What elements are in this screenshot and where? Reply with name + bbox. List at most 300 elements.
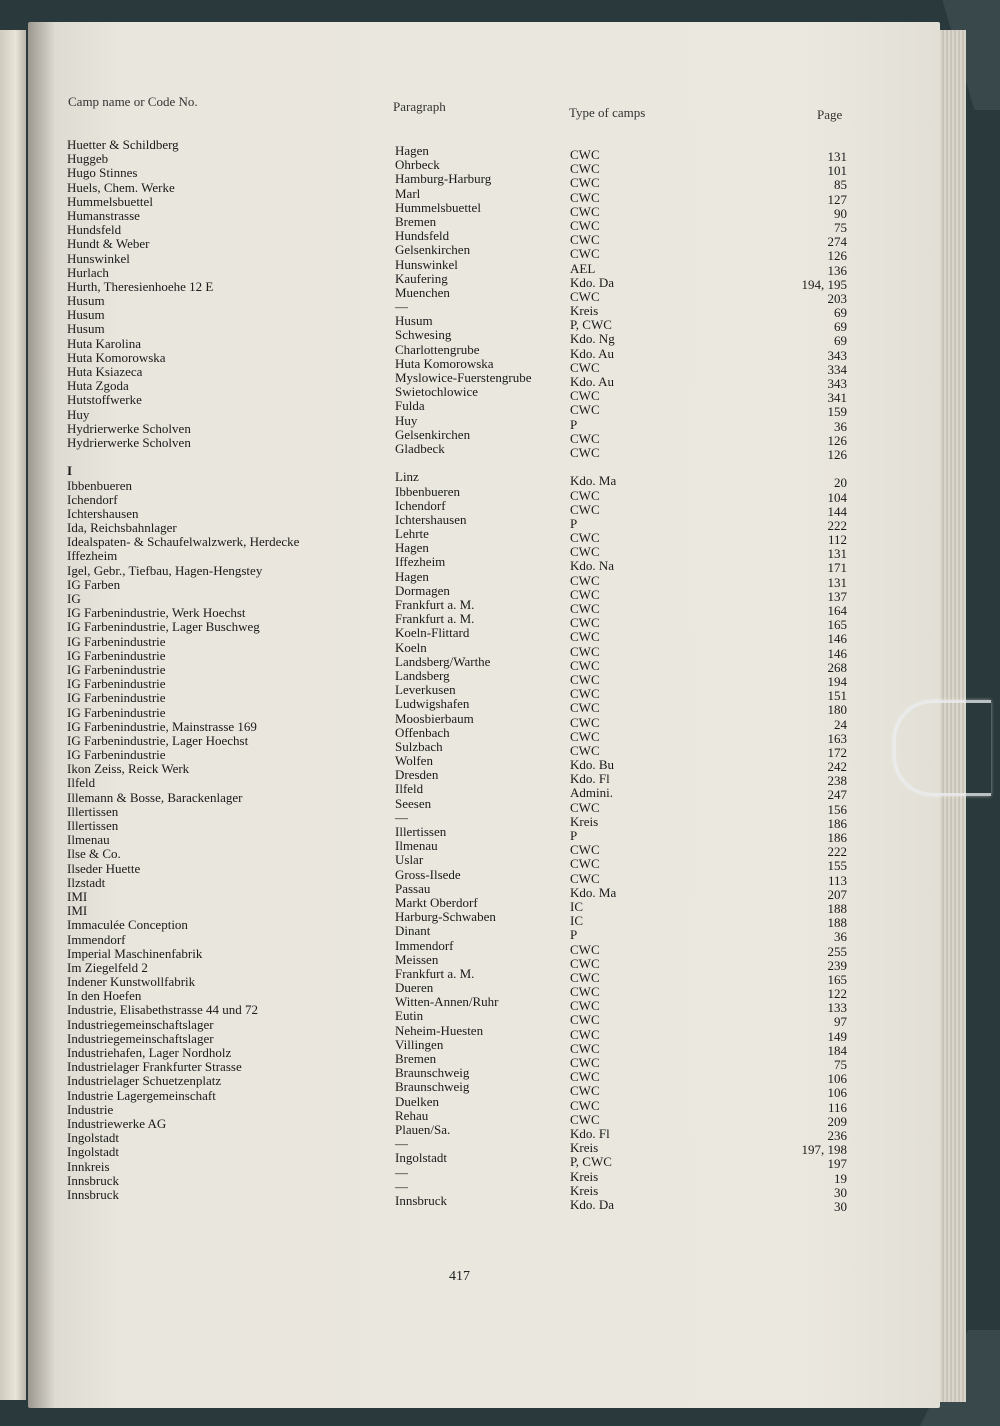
entry-page: 75	[834, 219, 847, 235]
entry-type: IC	[570, 913, 583, 929]
entry-type: CWC	[570, 799, 600, 815]
entry-type: CWC	[570, 402, 600, 418]
entry-type: CWC	[570, 1069, 600, 1085]
entry-page: 101	[827, 163, 847, 179]
entry-camp-name: Husum	[67, 321, 105, 337]
entry-camp-name: Huels, Chem. Werke	[67, 179, 175, 195]
entry-paragraph: Offenbach	[395, 724, 450, 740]
entry-paragraph: Koeln	[395, 639, 427, 655]
entry-type: CWC	[570, 217, 600, 233]
entry-type: Kdo. Ma	[570, 473, 617, 489]
entry-camp-name: Huggeb	[67, 151, 109, 167]
entry-paragraph: Hunswinkel	[395, 256, 458, 272]
entry-page: 343	[827, 376, 847, 391]
entry-page: 222	[827, 517, 847, 533]
entry-type: CWC	[570, 544, 600, 560]
entry-camp-name: IG	[67, 591, 81, 606]
entry-page: 343	[827, 347, 847, 363]
entry-type: CWC	[570, 1012, 600, 1028]
entry-paragraph: Hagen	[395, 568, 429, 584]
entry-paragraph: Eutin	[395, 1008, 424, 1024]
entry-paragraph: Ingolstadt	[395, 1150, 447, 1166]
entry-page: 165	[827, 971, 847, 987]
entry-type: CWC	[570, 1111, 600, 1127]
entry-type: CWC	[570, 530, 600, 546]
entry-camp-name: Husum	[67, 307, 105, 323]
entry-camp-name: Im Ziegelfeld 2	[67, 959, 148, 975]
entry-page: 144	[827, 503, 847, 519]
entry-camp-name: Huta Karolina	[67, 335, 142, 351]
entry-camp-name: Hutstoffwerke	[67, 392, 142, 408]
entry-type: CWC	[570, 984, 600, 1000]
entry-camp-name: Humanstrasse	[67, 207, 140, 223]
entry-camp-name: Industriegemeinschaftslager	[67, 1016, 214, 1032]
entry-page: 165	[827, 617, 847, 633]
entry-type: CWC	[570, 856, 600, 872]
entry-type: CWC	[570, 714, 600, 730]
entry-paragraph: Dresden	[395, 767, 439, 783]
entry-page: 268	[827, 659, 847, 675]
entry-camp-name: IG Farbenindustrie	[67, 647, 166, 663]
entry-page: 137	[827, 588, 847, 604]
entry-page: 151	[827, 688, 847, 704]
entry-paragraph: Ilfeld	[395, 781, 424, 797]
entry-camp-name: Husum	[67, 293, 105, 309]
entry-type: CWC	[570, 147, 600, 162]
entry-type: P, CWC	[570, 1154, 612, 1170]
entry-type: CWC	[570, 572, 600, 588]
entry-camp-name: Igel, Gebr., Tiefbau, Hagen-Hengstey	[67, 562, 263, 578]
entry-camp-name: Industrie Lagergemeinschaft	[67, 1087, 216, 1103]
entry-paragraph: Husum	[395, 313, 433, 329]
entry-paragraph: Ibbenbueren	[395, 483, 460, 499]
entry-paragraph: Sulzbach	[395, 738, 443, 754]
entry-page: 36	[834, 929, 847, 945]
entry-type: CWC	[570, 615, 600, 631]
entry-paragraph: Passau	[395, 880, 431, 896]
entry-paragraph: Koeln-Flittard	[395, 625, 470, 641]
entry-paragraph: Bremen	[395, 213, 437, 229]
entry-type: Kreis	[570, 1182, 599, 1198]
entry-type: CWC	[570, 601, 600, 616]
entry-page: 69	[834, 333, 847, 349]
entry-paragraph: Innsbruck	[395, 1192, 447, 1208]
entry-type: Kdo. Fl	[570, 1125, 610, 1141]
entry-page: 146	[827, 631, 847, 647]
entry-paragraph: Huta Komorowska	[395, 355, 494, 371]
entry-page: 146	[827, 645, 847, 661]
entry-type: CWC	[570, 955, 600, 971]
header-paragraph: Paragraph	[393, 99, 446, 114]
entry-type: CWC	[570, 246, 600, 262]
entry-paragraph: —	[395, 809, 408, 825]
entry-page: 20	[834, 475, 847, 491]
entry-page: 30	[834, 1184, 847, 1200]
entry-camp-name: Ida, Reichsbahnlager	[67, 520, 177, 536]
entry-page: 122	[827, 986, 847, 1002]
entry-type: IC	[570, 898, 583, 914]
entry-page: 136	[827, 262, 847, 278]
entry-camp-name: Ingolstadt	[67, 1130, 119, 1146]
entry-page: 104	[827, 489, 847, 505]
entry-type: Kdo. Au	[570, 374, 615, 389]
entry-paragraph: Lehrte	[395, 526, 429, 542]
entry-type: P	[570, 416, 578, 432]
entry-type: CWC	[570, 161, 600, 177]
entry-page: 180	[827, 702, 847, 718]
entry-paragraph: Leverkusen	[395, 682, 456, 698]
entry-paragraph: Gelsenkirchen	[395, 426, 471, 442]
entry-page: 90	[834, 205, 847, 221]
entry-camp-name: IG Farbenindustrie	[67, 661, 166, 677]
entry-camp-name: Imperial Maschinenfabrik	[67, 945, 203, 961]
entry-type: CWC	[570, 175, 600, 191]
entry-paragraph: Immendorf	[395, 937, 454, 953]
entry-camp-name: Illertissen	[67, 818, 119, 833]
header-camp-name: Camp name or Code No.	[68, 94, 198, 109]
entry-camp-name: Ikon Zeiss, Reick Werk	[67, 761, 190, 777]
entry-type: CWC	[570, 671, 600, 687]
entry-paragraph: Landsberg/Warthe	[395, 653, 491, 669]
entry-paragraph: Moosbierbaum	[395, 710, 474, 726]
entry-paragraph: Marl	[395, 185, 421, 201]
page-number: 417	[449, 1269, 470, 1284]
entry-page: 75	[834, 1057, 847, 1072]
entry-paragraph: Seesen	[395, 795, 432, 811]
entry-page: 69	[834, 319, 847, 335]
entry-camp-name: Hurth, Theresienhoehe 12 E	[67, 278, 214, 294]
entry-camp-name: Ingolstadt	[67, 1144, 119, 1160]
entry-type: CWC	[570, 203, 600, 219]
entry-camp-name: Iffezheim	[67, 548, 118, 564]
entry-type: AEL	[570, 260, 596, 276]
entry-camp-name: IG Farbenindustrie	[67, 633, 166, 649]
entry-paragraph: Landsberg	[395, 667, 450, 683]
entry-type: Kreis	[570, 303, 599, 319]
entry-page: 149	[827, 1028, 847, 1044]
header-type: Type of camps	[569, 105, 646, 120]
entry-camp-name: In den Hoefen	[67, 988, 142, 1004]
entry-page: 188	[827, 900, 847, 916]
entry-paragraph: Ichtershausen	[395, 511, 467, 527]
entry-paragraph: Wolfen	[395, 753, 433, 769]
entry-type: P	[570, 828, 578, 843]
entry-type: Kreis	[570, 813, 599, 829]
entry-camp-name: Ichtershausen	[67, 505, 139, 521]
entry-camp-name: Idealspaten- & Schaufelwalzwerk, Herdecke	[67, 534, 300, 550]
index-entries	[0, 137, 1000, 1214]
entry-page: 133	[827, 1000, 847, 1016]
entry-camp-name: Industrie	[67, 1101, 114, 1117]
entry-page: 274	[827, 234, 847, 250]
entry-paragraph: —	[395, 1178, 408, 1194]
entry-type: P	[570, 927, 578, 943]
entry-camp-name: Industriehafen, Lager Nordholz	[67, 1045, 232, 1060]
entry-camp-name: Ibbenbueren	[67, 477, 132, 493]
entry-type: Kdo. Ma	[570, 884, 617, 900]
entry-page: 194, 195	[801, 276, 847, 292]
entry-camp-name: Ilse & Co.	[67, 846, 121, 862]
entry-paragraph: Villingen	[395, 1036, 444, 1052]
entry-camp-name: IG Farbenindustrie	[67, 747, 166, 763]
entry-camp-name: Hunswinkel	[67, 250, 130, 266]
entry-paragraph: Myslowice-Fuerstengrube	[395, 370, 532, 385]
entry-type: Kreis	[570, 1168, 599, 1184]
entry-camp-name: IG Farbenindustrie, Lager Hoechst	[67, 732, 249, 748]
entry-paragraph: Hummelsbuettel	[395, 199, 481, 215]
entry-type: CWC	[570, 657, 600, 673]
entry-paragraph: Hagen	[395, 143, 429, 158]
entry-paragraph: Linz	[395, 469, 419, 485]
entry-camp-name: Industriegemeinschaftslager	[67, 1030, 214, 1046]
entry-type: Kdo. Da	[570, 1196, 615, 1212]
entry-paragraph: —	[395, 1136, 408, 1152]
entry-paragraph: Hamburg-Harburg	[395, 171, 492, 187]
entry-page: 209	[827, 1113, 847, 1129]
entry-page: 188	[827, 915, 847, 931]
entry-paragraph: Dinant	[395, 923, 431, 939]
entry-type: CWC	[570, 728, 600, 744]
entry-type: CWC	[570, 1097, 600, 1113]
index-row	[0, 1184, 1000, 1214]
entry-type: CWC	[570, 842, 600, 858]
entry-page: 184	[827, 1042, 847, 1058]
entry-type: CWC	[570, 629, 600, 645]
entry-camp-name: Hundsfeld	[67, 222, 122, 238]
entry-page: 85	[834, 177, 847, 193]
entry-camp-name: Hydrierwerke Scholven	[67, 434, 191, 450]
entry-type: CWC	[570, 1026, 600, 1042]
entry-camp-name: IG Farbenindustrie	[67, 690, 166, 706]
entry-paragraph: Swietochlowice	[395, 384, 479, 400]
entry-paragraph: Ichendorf	[395, 497, 446, 513]
entry-camp-name: Ilzstadt	[67, 874, 106, 890]
entry-page: 24	[834, 716, 847, 732]
entry-paragraph: Neheim-Huesten	[395, 1022, 484, 1038]
entry-paragraph: Frankfurt a. M.	[395, 611, 475, 627]
entry-camp-name: Illemann & Bosse, Barackenlager	[67, 789, 243, 805]
entry-camp-name: Immaculée Conception	[67, 917, 188, 933]
entry-camp-name: Hummelsbuettel	[67, 193, 153, 209]
entry-camp-name: IG Farbenindustrie, Mainstrasse 169	[67, 718, 257, 734]
entry-camp-name: Immendorf	[67, 931, 126, 947]
entry-page: 222	[827, 844, 847, 860]
entry-type: CWC	[570, 444, 600, 460]
entry-paragraph: Meissen	[395, 951, 439, 967]
entry-paragraph: Uslar	[395, 852, 424, 868]
entry-paragraph: Muenchen	[395, 284, 450, 300]
entry-page: 172	[827, 744, 847, 760]
entry-page: 69	[834, 305, 847, 321]
entry-camp-name: Hundt & Weber	[67, 236, 150, 252]
entry-page: 19	[834, 1170, 847, 1186]
entry-paragraph: Fulda	[395, 398, 425, 414]
entry-type: CWC	[570, 232, 600, 248]
entry-type: Admini.	[570, 785, 613, 801]
entry-page: 186	[827, 830, 847, 845]
entry-type: CWC	[570, 1083, 600, 1099]
entry-paragraph: Kaufering	[395, 270, 448, 286]
entry-paragraph: Braunschweig	[395, 1065, 470, 1081]
entry-type: CWC	[570, 643, 600, 659]
column-header	[0, 92, 1000, 122]
entry-page: 247	[827, 787, 847, 803]
entry-type: Kdo. Na	[570, 558, 615, 574]
entry-camp-name: Illertissen	[67, 803, 119, 819]
entry-type: CWC	[570, 1055, 600, 1070]
entry-page: 30	[834, 1198, 847, 1214]
entry-type: CWC	[570, 742, 600, 758]
entry-paragraph: Frankfurt a. M.	[395, 597, 475, 612]
entry-paragraph: Plauen/Sa.	[395, 1121, 451, 1137]
entry-page: 163	[827, 730, 847, 746]
entry-paragraph: Rehau	[395, 1107, 429, 1123]
entry-paragraph: Schwesing	[395, 327, 452, 343]
entry-type: P, CWC	[570, 317, 612, 333]
entry-type: Kdo. Da	[570, 274, 615, 290]
entry-type: CWC	[570, 941, 600, 957]
entry-paragraph: —	[395, 299, 408, 315]
entry-paragraph: Witten-Annen/Ruhr	[395, 994, 499, 1010]
entry-paragraph: Hagen	[395, 540, 429, 556]
entry-camp-name: Huta Komorowska	[67, 349, 166, 365]
entry-paragraph: Ohrbeck	[395, 157, 440, 173]
entry-camp-name: Innkreis	[67, 1158, 110, 1174]
entry-paragraph: Frankfurt a. M.	[395, 965, 475, 981]
entry-camp-name: IG Farben	[67, 576, 121, 592]
entry-page: 334	[827, 361, 847, 377]
entry-page: 207	[827, 886, 847, 902]
entry-type: Kdo. Au	[570, 345, 615, 361]
entry-page: 197, 198	[801, 1142, 847, 1158]
entry-paragraph: Iffezheim	[395, 554, 446, 570]
entry-page: 155	[827, 858, 847, 874]
entry-page: 159	[827, 404, 847, 420]
entry-paragraph: Harburg-Schwaben	[395, 909, 496, 925]
entry-page: 255	[827, 943, 847, 959]
entry-paragraph: Gelsenkirchen	[395, 242, 471, 258]
entry-paragraph: Bremen	[395, 1051, 437, 1066]
entry-camp-name: Industrielager Frankfurter Strasse	[67, 1059, 242, 1075]
entry-camp-name: IG Farbenindustrie	[67, 704, 166, 720]
entry-page: 106	[827, 1085, 847, 1101]
header-page: Page	[817, 107, 843, 122]
entry-page: 194	[827, 673, 847, 689]
entry-type: P	[570, 515, 578, 531]
entry-camp-name: Ilmenau	[67, 832, 110, 848]
entry-camp-name: Ichendorf	[67, 491, 118, 507]
entry-camp-name: IMI	[67, 903, 88, 919]
entry-page: 239	[827, 957, 847, 973]
entry-type: CWC	[570, 686, 600, 702]
paper-clip	[893, 700, 991, 796]
entry-page: 171	[827, 560, 847, 576]
entry-paragraph: Braunschweig	[395, 1079, 470, 1095]
entry-camp-name: IG Farbenindustrie	[67, 676, 166, 692]
entry-page: 164	[827, 603, 847, 618]
entry-paragraph: Ludwigshafen	[395, 696, 470, 712]
entry-paragraph: Ilmenau	[395, 838, 438, 854]
entry-paragraph: Dormagen	[395, 582, 450, 598]
entry-page: 197	[827, 1156, 847, 1172]
entry-type: CWC	[570, 998, 600, 1014]
entry-type: CWC	[570, 969, 600, 985]
entry-type: CWC	[570, 870, 600, 886]
entry-type: CWC	[570, 288, 600, 304]
entry-type: Kreis	[570, 1140, 599, 1156]
entry-page: 242	[827, 759, 847, 775]
entry-camp-name: I	[67, 463, 73, 479]
entry-camp-name: Hurlach	[67, 264, 109, 280]
entry-type: CWC	[570, 700, 600, 716]
entry-camp-name: IMI	[67, 888, 88, 904]
entry-camp-name: Industrie, Elisabethstrasse 44 und 72	[67, 1002, 258, 1018]
entry-camp-name: Innsbruck	[67, 1186, 119, 1202]
entry-paragraph: Huy	[395, 412, 418, 428]
entry-camp-name: IG Farbenindustrie, Lager Buschweg	[67, 619, 260, 635]
entry-camp-name: Huy	[67, 406, 90, 422]
entry-camp-name: Industrielager Schuetzenplatz	[67, 1073, 222, 1089]
entry-page: 113	[827, 872, 847, 888]
entry-type: CWC	[570, 388, 600, 404]
entry-camp-name: Hugo Stinnes	[67, 165, 138, 181]
entry-page: 131	[827, 149, 847, 164]
entry-page: 186	[827, 815, 847, 831]
entry-page: 236	[827, 1127, 847, 1143]
entry-camp-name: Indener Kunstwollfabrik	[67, 974, 196, 990]
entry-paragraph: Dueren	[395, 980, 434, 996]
entry-camp-name: Ilseder Huette	[67, 860, 141, 876]
entry-page: 203	[827, 290, 847, 306]
entry-camp-name: Hydrierwerke Scholven	[67, 420, 191, 436]
entry-camp-name: Industriewerke AG	[67, 1115, 167, 1131]
entry-page: 126	[827, 432, 847, 448]
entry-page: 97	[834, 1014, 847, 1030]
entry-camp-name: Ilfeld	[67, 775, 96, 791]
entry-camp-name: Huetter & Schildberg	[67, 137, 179, 152]
entry-type: Kdo. Ng	[570, 331, 615, 347]
entry-paragraph: Hundsfeld	[395, 228, 450, 244]
entry-page: 126	[827, 446, 847, 462]
entry-page: 126	[827, 248, 847, 264]
entry-type: Kdo. Fl	[570, 771, 610, 787]
entry-type: Kdo. Bu	[570, 757, 615, 773]
entry-type: CWC	[570, 189, 600, 205]
entry-page: 341	[827, 390, 847, 406]
entry-type: CWC	[570, 501, 600, 517]
entry-camp-name: Innsbruck	[67, 1172, 119, 1188]
entry-page: 156	[827, 801, 847, 817]
entry-paragraph: Illertissen	[395, 824, 447, 839]
entry-paragraph: —	[395, 1164, 408, 1180]
entry-page: 36	[834, 418, 847, 434]
entry-paragraph: Markt Oberdorf	[395, 894, 478, 910]
entry-page: 112	[827, 532, 847, 548]
entry-page: 127	[827, 191, 847, 207]
entry-paragraph: Duelken	[395, 1093, 440, 1109]
entry-camp-name: Huta Ksiazeca	[67, 364, 143, 379]
entry-type: CWC	[570, 1040, 600, 1056]
entry-paragraph: Gross-Ilsede	[395, 866, 461, 882]
entry-type: CWC	[570, 430, 600, 446]
entry-type: CWC	[570, 586, 600, 602]
entry-camp-name: Huta Zgoda	[67, 378, 129, 394]
entry-page: 131	[827, 546, 847, 562]
entry-camp-name: IG Farbenindustrie, Werk Hoechst	[67, 605, 246, 621]
entry-page: 238	[827, 773, 847, 789]
entry-page: 106	[827, 1071, 847, 1087]
entry-type: CWC	[570, 487, 600, 503]
